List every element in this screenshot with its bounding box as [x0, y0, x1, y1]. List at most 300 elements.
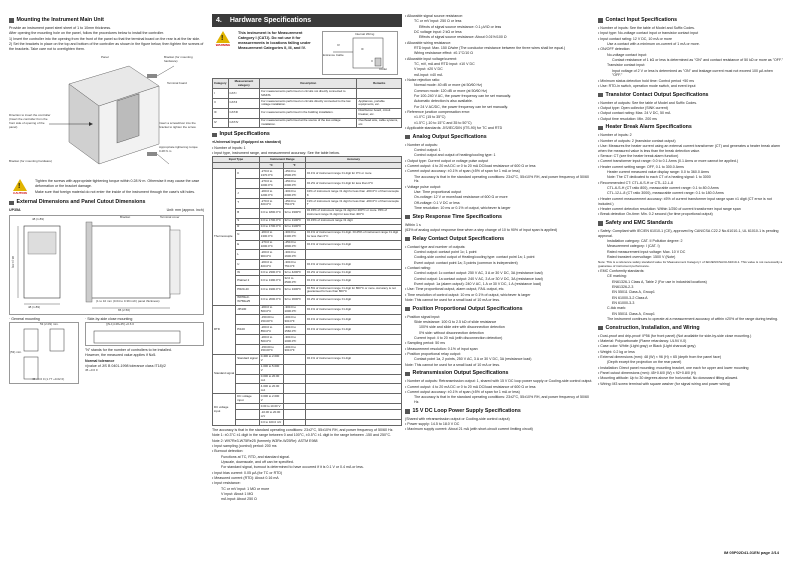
table-cell: -300.0 to 750.0°F: [283, 260, 305, 270]
paragraph: TC, mV, mA and RTD input: ±10 V DC: [414, 61, 475, 66]
table-cell: ±0.1% of instrument range ±1 digit: [305, 325, 401, 335]
paragraph: 1) Insert the controller into the opening from the front of the panel so that the terminal board on the rear is at the far side.: [9, 36, 201, 41]
paragraph: • Panel cutout dimensions (mm): 45+0.6/0 (W) × 92+0.8/0 (H): [598, 370, 696, 375]
paragraph: • Allowable signal source resistance:: [405, 14, 463, 18]
paragraph: CE marking:: [607, 274, 627, 279]
square-bullet-icon: [598, 126, 603, 131]
paragraph: • Input contact rating: 12 V DC, 10 mA or more: [598, 36, 672, 41]
paragraph: Effects of signal source resistance: 0.1 μV/Ω or less: [419, 24, 502, 29]
table-row: [213, 118, 402, 128]
table-row: [213, 364, 402, 374]
paragraph: For 100-240 V AC, the power frequency can be set manually.: [414, 93, 512, 98]
paragraph: The accuracy is that in the standard operating conditions: 23±2°C, 55±10% RH, and power frequency of 50/60 Hz.: [414, 395, 589, 405]
paragraph: Note: This is a reference safety standard value for Measurement Category I of IEC/EN/CSA/UL61010-1. This value is not necessarily a guarantee of instrument performance.: [598, 260, 783, 269]
table-row: [213, 260, 402, 270]
table-cell: ±0.2% of instrument range ±1 digit: [305, 295, 401, 305]
label-cat4: IV: [337, 43, 340, 48]
label-tightening: Appropriate tightening torque 0.28 N·m: [159, 145, 198, 154]
paragraph: • Time resolution of control output: 10 ms or 0.1% of output, whichever is larger: [405, 292, 531, 297]
paragraph: • Measurement resolution: 0.1% of input span: [405, 346, 478, 351]
paragraph: ●Universal Input (Equipped as standard): [212, 140, 282, 145]
table-cell: ±0.1% of instrument range ±1 digit: [305, 315, 401, 325]
dim-bracket: Bracket: [120, 215, 131, 220]
table-cell: For measurements performed at the source of the low-voltage installation.: [260, 118, 357, 128]
paragraph: Control output: contact point 1c; 1 point: [414, 250, 477, 255]
table-cell: [305, 394, 401, 404]
paragraph: • Break detection On-time: Min. 0.2 second (for time proportional output): [598, 212, 713, 217]
square-bullet-icon: [9, 18, 14, 23]
paragraph: Note: This cannot be used for a small load of 10 mA or less.: [405, 362, 501, 367]
table-cell: W97Re3-W75Re25: [236, 295, 260, 305]
section-title-step-response: Step Response Time Specifications: [405, 214, 595, 221]
section-title-construction: Construction, Installation, and Wiring: [598, 325, 784, 332]
dim-height: 96 (3.78): [10, 256, 15, 269]
paragraph: TC or mV input: 1 MΩ or more: [221, 486, 270, 491]
table-cell: -200.0 to 850.0°C: [259, 325, 283, 335]
paragraph: Time resolution: 10 ms or 0.1% of output, whichever is larger: [414, 205, 511, 210]
table-cell: [236, 179, 260, 189]
table-cell: 0.00 to 10.00 V: [259, 404, 283, 410]
table-cell: III: [213, 108, 229, 118]
dim-side: 48 (1.89): [28, 305, 41, 310]
side-by-side-drawing: [86, 323, 196, 347]
paragraph: • Recommended CT: CTL-6-S-H or CTL-12-L-8: [598, 180, 673, 185]
table-cell: ±0.1% of instrument range ±1 digit: [305, 354, 401, 364]
paragraph: • Input bias current: 0.05 μA (for TC or RTD): [212, 470, 283, 475]
table-row: [213, 208, 402, 218]
table-cell: ±0.1% of instrument range ±1 digit: [305, 305, 401, 315]
table-cell: 0.0 to 100.0 mV: [260, 419, 282, 424]
table-cell: Overhead wire, cable systems, etc.: [357, 118, 402, 128]
dim-depth: 65 (2.56): [118, 308, 131, 313]
paragraph: • Current output accuracy: ±0.1% of span (±5% of span for 1 mA or less): [405, 169, 520, 174]
n-note: However, the measured value applies if N≥5.: [85, 353, 157, 358]
table-header: Measurement category: [228, 79, 260, 89]
table-row: [213, 419, 402, 425]
paragraph: • Current output: 4 to 20 mA DC or 0 to 20 mA DC/load resistance of 600 Ω or less: [405, 163, 536, 168]
paragraph: After opening the mounting hole on the panel, follow the procedures below to install the controller.: [9, 31, 165, 36]
paragraph: The instrument continues to operate at a measurement accuracy of within ±20% of the range during testing.: [607, 316, 778, 321]
paragraph: • Measured current (RTD): About 0.16 mA: [212, 475, 279, 480]
square-bullet-icon: [405, 372, 410, 377]
table-cell: T: [236, 198, 260, 208]
table-row: [213, 410, 402, 420]
section-title-mounting: Mounting the Instrument Main Unit: [9, 17, 204, 24]
square-bullet-icon: [405, 135, 410, 140]
table-cell: [305, 364, 401, 374]
paragraph: CTL-6-S-H (CT ratio 800), measurable current range: 0.1 to 80.0 Arms: [607, 186, 719, 191]
paragraph: EN61326-2-3: [612, 284, 634, 289]
table-cell: -300.0 to 2400.0°F: [283, 230, 305, 240]
paragraph: CTL-12-L-8 (CT ratio 3000), measurable current range: 0.1 to 180.0 Arms: [607, 191, 724, 196]
table-cell: ±0.1% of instrument range ±1 digit: [305, 240, 401, 250]
table-cell: I: [213, 89, 229, 99]
paragraph: 100% side and slide wire with disconnection detection: [419, 325, 505, 330]
table-cell: K: [236, 169, 260, 179]
caution-text: Make sure that foreign material do not enter the inside of the instrument through the case's slit holes.: [35, 189, 196, 194]
paragraph: Control output: 1a contact output: 240 V AC, 3 A or 30 V DC, 3A (resistance load): [414, 276, 543, 281]
table-cell: For measurements performed on circuits not directly connected to MAINS.: [260, 89, 357, 99]
paragraph: • Number of inputs: See the table of Model and Suffix Codes.: [598, 25, 695, 30]
tolerance-label: Normal tolerance: [85, 358, 115, 363]
table-cell: [236, 419, 260, 425]
table-cell: [283, 374, 305, 384]
paragraph: The accuracy is that in the standard operating conditions: 23±2°C, 55±10% RH, and power frequency of 50/60 Hz.: [212, 427, 394, 432]
paragraph: EN61326-1 Class A, Table 2 (For use in industrial locations): [612, 279, 707, 284]
table-cell: Pt100: [236, 325, 260, 335]
paragraph: • ON/OFF detection:: [598, 47, 631, 52]
column-3: [405, 14, 595, 549]
paragraph: The accuracy is that in the standard operating conditions: 23±2°C, 55±10% RH, and power frequency of 50/60 Hz.: [414, 174, 589, 184]
model-label: UP35A: [9, 208, 21, 213]
table-cell: -270.0 to 1000.0°C: [259, 179, 283, 189]
paragraph: ±1.5°C (-10 to 15°C and 35 to 50°C): [414, 120, 472, 125]
table-cell: R: [236, 224, 260, 230]
paragraph: TC or mV input: 250 Ω or less: [414, 19, 462, 24]
paragraph: • Number of inputs: 2: [598, 133, 632, 138]
table-cell: 0.400 to 2.000 V: [259, 354, 283, 364]
paragraph: Note: The CT dedicated to each CT of a heating signal: 1 to 3000: [607, 175, 711, 180]
paragraph: Common mode: 120 dB or more (at 50/60 Hz): [414, 88, 488, 93]
table-cell: [236, 335, 260, 345]
paragraph: Note: This cannot be used for a small load of 10 mA or less.: [405, 298, 501, 302]
table-cell: II: [213, 98, 229, 108]
section-title-loop-power: 15 V DC Loop Power Supply Specifications: [405, 408, 595, 415]
paragraph: • Weight: 0.2 kg or less: [598, 349, 635, 354]
table-row: [213, 384, 402, 394]
table-cell: -270.0 to 1000.0°C: [259, 240, 283, 250]
table-cell: -450.0 to 1800.0°F: [283, 240, 305, 250]
table-row: [213, 325, 402, 335]
label-bracket-top: Bracket (for mounting hardware): [164, 55, 193, 64]
warning-text: This instrument is for Measurement Category I (CAT.I). Do not use it for measurements in locations falling under Measurement Categories II, III, and IV.: [238, 31, 311, 51]
table-cell: [305, 250, 401, 260]
paragraph: • Power supply: 14.5 to 18.0 V DC: [405, 422, 460, 427]
table-row: [213, 295, 402, 305]
section-title-contact-input: Contact Input Specifications: [598, 17, 784, 24]
paragraph: • Contact type and number of outputs:: [405, 244, 466, 249]
square-bullet-icon: [598, 326, 603, 331]
column-1: [9, 14, 204, 549]
label-entrance-cable: Entrance Cable: [323, 53, 344, 58]
paragraph: • Output time resolution: Min. 200 ms: [598, 116, 657, 121]
general-mounting-label: · General mounting: [9, 317, 40, 322]
table-row: [213, 305, 402, 315]
table-group-cell: DC voltage input: [213, 394, 236, 426]
paragraph: For standard signal, burnout is determined to have occurred if it is 0.1 V or 0.4 mA or less.: [221, 465, 364, 470]
warning-icon: ! WARNING: [212, 31, 234, 48]
table-group-cell: Standard signal: [213, 354, 236, 393]
label-bracket-bottom: Bracket (for mounting hardware): [9, 159, 53, 164]
table-cell: ±0.1% of instrument range ±1 digit: [305, 276, 401, 286]
table-cell: For measurements performed in the building installation.: [260, 108, 357, 118]
general-mounting-figure: [9, 322, 79, 384]
table-group-cell: RTD: [213, 305, 236, 354]
paragraph: V input: ±20 V DC: [414, 67, 443, 72]
table-cell: [305, 419, 401, 425]
table-cell: -200.0 to 1200.0°C: [259, 189, 283, 199]
table-cell: [305, 410, 401, 420]
label-insert-screwdriver: Insert a screwdriver into the bracket to tighten the screw.: [159, 121, 197, 130]
paragraph: • Number of outputs:: [405, 142, 438, 147]
table-cell: CAT.IV: [228, 118, 260, 128]
table-cell: -200.0 to 500.0°C: [259, 305, 283, 315]
table-row: [213, 250, 402, 260]
caution-box: [9, 179, 204, 196]
paragraph: • Allowable input voltage/current:: [405, 56, 458, 61]
paragraph: Off-voltage: 0.1 V DC or less: [414, 200, 460, 205]
table-cell: JPt100: [236, 305, 260, 315]
table-cell: ±2% of instrument range ±1 digit for less than -200.0°C of thermocouple K: [305, 189, 401, 199]
paragraph: ±1.0°C (15 to 35°C): [414, 115, 446, 120]
section-title-transistor: Transistor Contact Output Specifications: [598, 92, 784, 99]
column-4: [598, 14, 784, 549]
paragraph: • Number of outputs: 2 (transistor contact output): [598, 138, 676, 143]
label-cat3: III: [361, 47, 364, 52]
table-subheader: °C: [259, 163, 283, 169]
paragraph: • Current output accuracy: ±0.1% of span (±5% of span for 1 mA or less): [405, 390, 520, 395]
table-cell: -450.0 to 2300.0°F: [283, 179, 305, 189]
table-row: [213, 374, 402, 384]
paragraph: • Output type: Open collector (SINK current): [598, 106, 668, 111]
table-cell: For measurements performed on circuits directly connected to the low voltage installation.: [260, 98, 357, 108]
table-cell: -200.0 to 300.0°F: [283, 345, 305, 355]
paragraph: Slide resistance: 100 Ω to 2.5 kΩ of slide resistance: [414, 320, 497, 325]
paragraph: • Number of outputs: Retransmission output: 1, shared with 15 V DC loop power supply or Cooling-side control output.: [405, 379, 593, 384]
dim-front: 48 (1.89): [32, 217, 45, 222]
side-by-side-label: · Side-by-side close mounting: [85, 317, 133, 322]
paragraph: • Sampling period: 50 ms: [405, 341, 446, 346]
paragraph: Heater current measured value display range: 0.0 to 360.0 Arms: [607, 170, 710, 175]
table-cell: [236, 374, 260, 384]
section-title-retransmission: Retransmission Output Specifications: [405, 370, 595, 377]
paragraph: • Sensor: CT (see the heater break alarm function): [598, 154, 679, 159]
paragraph: Transistor contact input:: [607, 63, 646, 68]
table-cell: -300.0 to 2300.0°F: [283, 189, 305, 199]
paragraph: • Input sampling (control) period: 200 ms: [212, 443, 277, 448]
paragraph: • Current transformer input range: 0.0 to 0.1 Arms (0.1 Arms or more cannot be applied.): [598, 159, 739, 164]
paragraph: (63% of analog output response time when a step change of 10 to 90% of input span is applied): [405, 228, 558, 232]
paragraph: • Number of inputs: 1: [212, 145, 246, 150]
square-bullet-icon: [405, 237, 410, 242]
paragraph: RTD input: Max. 150 Ω/wire (The conductor resistance between the three wires shall be equal.): [414, 45, 566, 50]
table-cell: [283, 354, 305, 364]
table-row: [213, 89, 402, 99]
paragraph: • Input resistance:: [212, 481, 241, 486]
table-cell: -300.0 to 1000.0°F: [283, 305, 305, 315]
paragraph: Wiring resistance effect: ±0.1°C/10 Ω: [414, 51, 473, 56]
table-row: [213, 354, 402, 364]
paragraph: Input voltage of 2 V or less is determined as "ON" and leakage current must not exceed 100 μA when "OFF.": [612, 68, 773, 78]
label-cat2: II: [371, 59, 373, 64]
paragraph: • Heater current detection resolution: Within 1/250 of current transformer input range span: [598, 206, 741, 211]
table-cell: 32 to 3400°F: [283, 285, 305, 295]
table-cell: [283, 364, 305, 374]
table-cell: 0.0 to 2000.0°C: [259, 295, 283, 305]
table-row: [213, 345, 402, 355]
square-bullet-icon: [212, 133, 217, 138]
table-cell: -450.0 to 750.0°F: [283, 198, 305, 208]
paragraph: C-tick mark:: [607, 306, 627, 311]
n-note: "N" stands for the number of controllers to be installed.: [85, 347, 172, 352]
paragraph: Event output: 1a (alarm output): 240 V AC, 1 A or 30 V DC, 1 A (resistance load): [414, 282, 542, 287]
paragraph: mA input: ±40 mA: [414, 72, 443, 77]
table-cell: ±0.2% of instrument range ±1 digit for less than 0°C: [305, 179, 401, 189]
table-subheader: °F: [283, 163, 305, 169]
table-row: [213, 189, 402, 199]
table-cell: [236, 364, 260, 374]
paragraph: • External dimensions (mm): 48 (W) × 96 (H) × 65 (depth from the panel face): [598, 354, 722, 359]
table-cell: 0.0 to 1700.0°C: [259, 224, 283, 230]
paragraph: Automatic detection is also available.: [414, 99, 473, 104]
table-row: [213, 98, 402, 108]
table-row: [213, 240, 402, 250]
table-header: Input Type: [213, 157, 260, 163]
table-row: [213, 315, 402, 325]
table-cell: [236, 315, 260, 325]
table-header: Instrument Range: [259, 157, 305, 163]
paragraph: Control output and output of heating/cooling type: 1: [414, 153, 496, 158]
table-cell: -450.0 to 2500.0°F: [283, 169, 305, 179]
table-row: [213, 108, 402, 118]
table-cell: ±0.2% of instrument range ±1 digit: [305, 270, 401, 276]
table-cell: S: [236, 218, 260, 224]
table-cell: DC voltage input: [236, 394, 260, 404]
paragraph: Contact resistance of 1 kΩ or less is determined as "ON" and contact resistance of 50 kΩ or more as "OFF.": [612, 57, 784, 62]
table-row: [213, 179, 402, 189]
paragraph: • Position signal input:: [405, 314, 441, 319]
table-row: [213, 285, 402, 295]
paragraph: Functions at TC, RTD, and standard signal.: [221, 454, 290, 459]
paragraph: Provide an instrument panel steel sheet of 1 to 10mm thickness.: [9, 25, 112, 30]
input-table: [212, 156, 402, 426]
paragraph: • Use: RTD-in switch, operation mode switch, and event input: [598, 84, 696, 88]
paragraph: 0% side: without disconnection detection: [419, 330, 484, 335]
table-row: [213, 276, 402, 286]
table-cell: 32 to 3100°F: [283, 218, 305, 224]
paragraph: Installation category: CAT. II Pollution degree: 2: [607, 238, 683, 243]
paragraph: • Mounting attitude: Up to 30 degrees above the horizontal. No downward tilting allowed.: [598, 376, 739, 381]
paragraph: EN 55011 Class A, Group1: [612, 311, 655, 316]
paragraph: • EMC Conformity standards:: [598, 269, 645, 273]
paragraph: • Output contact rating: Max. 24 V DC, 50 mA: [598, 111, 671, 116]
label-direction: Direction to insert the controller (Insert the controller from the front side of opening of the panel): [9, 113, 51, 130]
side-by-side-figure: [85, 322, 204, 346]
chapter-title: Hardware Specifications: [229, 17, 312, 24]
paragraph: • Contact rating:: [405, 266, 431, 271]
caution-text: Tighten the screws with appropriate tightening torque within 0.28 N·m. Otherwise it may cause the case deformation or the bracket damage.: [35, 179, 200, 189]
paragraph: • Input type: No-voltage contact input or transistor contact input: [598, 31, 699, 36]
label-terminal-board: Terminal board: [167, 81, 187, 86]
paragraph: • Use: Time proportional output, alarm output, FAIL output, etc.: [405, 287, 505, 292]
paragraph: • Applicable standards: JIS/IEC/DIN (ITS-90) for TC and RTD: [405, 125, 503, 130]
warning-box: [212, 31, 402, 75]
table-cell: -200.0 to 300.0°F: [283, 315, 305, 325]
table-cell: 0.0 to 1900.0°C: [259, 285, 283, 295]
paragraph: • Burnout detection:: [212, 449, 244, 454]
paragraph: Event output: contact point 1a; 3 points (common is independent): [414, 260, 518, 265]
table-cell: [283, 419, 305, 425]
table-cell: 0.0 to 2300.0°C: [259, 270, 283, 276]
table-cell: -200.0 to 1300.0°C: [259, 230, 283, 240]
cutout-dim-c: (53) min.: [10, 349, 22, 354]
table-cell: 32 to 4200°F: [283, 270, 305, 276]
dim-terminal-cover: Terminal cover: [160, 215, 180, 220]
table-row: [213, 169, 402, 179]
paragraph: • Reference junction compensation error:: [405, 109, 471, 114]
square-bullet-icon: [598, 93, 603, 98]
table-cell: [283, 384, 305, 394]
category-figure: [322, 31, 398, 75]
square-bullet-icon: [405, 215, 410, 220]
table-cell: 0.000 to 2.000 V: [259, 394, 283, 404]
table-cell: 0.000 to 20.00 mA: [259, 374, 283, 384]
table-cell: -300.0 to 1560.0°F: [283, 325, 305, 335]
table-cell: Platinel 2: [236, 276, 260, 286]
paragraph: On-voltage: 12 V or more/load resistance of 600 Ω or more: [414, 195, 508, 200]
paragraph: • Maximum supply current: About 21 mA (with short-circuit current limiting circuit): [405, 427, 533, 432]
paragraph: • Noise rejection ratio:: [405, 77, 441, 82]
unit-label: Unit: mm (approx. inch): [166, 208, 204, 213]
cutout-dim-a: 53 (2.09) min.: [40, 321, 59, 326]
page-footer: IM 05P02D41-01EN page 2/14: [723, 549, 779, 555]
paragraph: Measurement category: I (CAT. I): [607, 244, 660, 249]
paragraph: Note 2: W97Re3-W75Re25 (formerly W3Re-W25Re): ASTM E988: [212, 438, 318, 443]
paragraph: EN 61000-3-3: [612, 300, 635, 305]
table-cell: -150.00 to 150.00°C: [259, 315, 283, 325]
paragraph: • Use: Measures the heater current using an external current transformer (CT) and generates a heater break alarm when the measured value is less than the break detection value.: [598, 144, 781, 153]
paragraph: Upscale, downscale, and off can be specified.: [221, 459, 294, 464]
table-cell: [236, 384, 260, 394]
paragraph: Current input: 4 to 20 mA (with disconnection detection): [414, 336, 503, 341]
table-cell: U: [236, 260, 260, 270]
side-by-side-formula: [(N-1)×48+45] +0.6 0: [106, 321, 134, 326]
table-cell: 32 to 3300°F: [283, 208, 305, 218]
paragraph: • Heater current setting range: OFF, 0.1 to 300.0 Arms: [598, 164, 684, 169]
table-cell: -270.0 to 1370.0°C: [259, 169, 283, 179]
paragraph: For 24 V AC/DC, the power frequency can be set manually.: [414, 104, 509, 109]
table-cell: ±1% of instrument range ±1 digit for less than -200.0°C of thermocouple T: [305, 198, 401, 208]
paragraph: Rated transient overvoltage: 1500 V (Note): [607, 254, 676, 259]
paragraph: mA input: About 250 Ω: [221, 497, 257, 502]
square-bullet-icon: [598, 221, 603, 226]
table-group-cell: Thermocouple: [213, 169, 236, 305]
table-cell: N: [236, 230, 260, 240]
column-2: [212, 14, 402, 549]
table-cell: [357, 89, 402, 99]
table-cell: 32.0 to 2500.0°F: [283, 276, 305, 286]
paragraph: (Depth except the projection on the rear panel): [607, 360, 682, 365]
table-row: [213, 394, 402, 404]
table-cell: CAT.III: [228, 108, 260, 118]
paragraph: • Wiring: M3 screw terminal with square washer (for signal wiring and power wiring): [598, 381, 731, 386]
table-cell: -270.0 to 400.0°C: [259, 198, 283, 208]
paragraph: Contact point 1a, 2 points, 250 V AC, 3 A or 30 V DC, 3A (resistance load): [414, 357, 532, 362]
table-cell: L: [236, 250, 260, 260]
table-cell: CAT.II: [228, 98, 260, 108]
paragraph: Rated measurement input voltage: Max. 10 V DC: [607, 249, 686, 254]
table-cell: -10.00 to 20.00 mV: [259, 410, 283, 420]
table-cell: [236, 345, 260, 355]
table-cell: [283, 410, 305, 420]
table-cell: J: [236, 189, 260, 199]
paragraph: • Safety: Compliant with IEC/EN 61010-1 (CE), approved by CAN/CSA C22.2 No.61010-1, UL 61010-1 is pending approval.: [598, 228, 779, 238]
square-bullet-icon: [405, 307, 410, 312]
paragraph: • Allowable wiring resistance:: [405, 40, 452, 45]
table-cell: -300.0 to 1000.0°F: [283, 335, 305, 345]
section-title-input: Input Specifications: [212, 131, 402, 138]
tolerance-text: ±(value of JIS B 0401-1998 tolerance class IT18)/2: [85, 363, 166, 368]
